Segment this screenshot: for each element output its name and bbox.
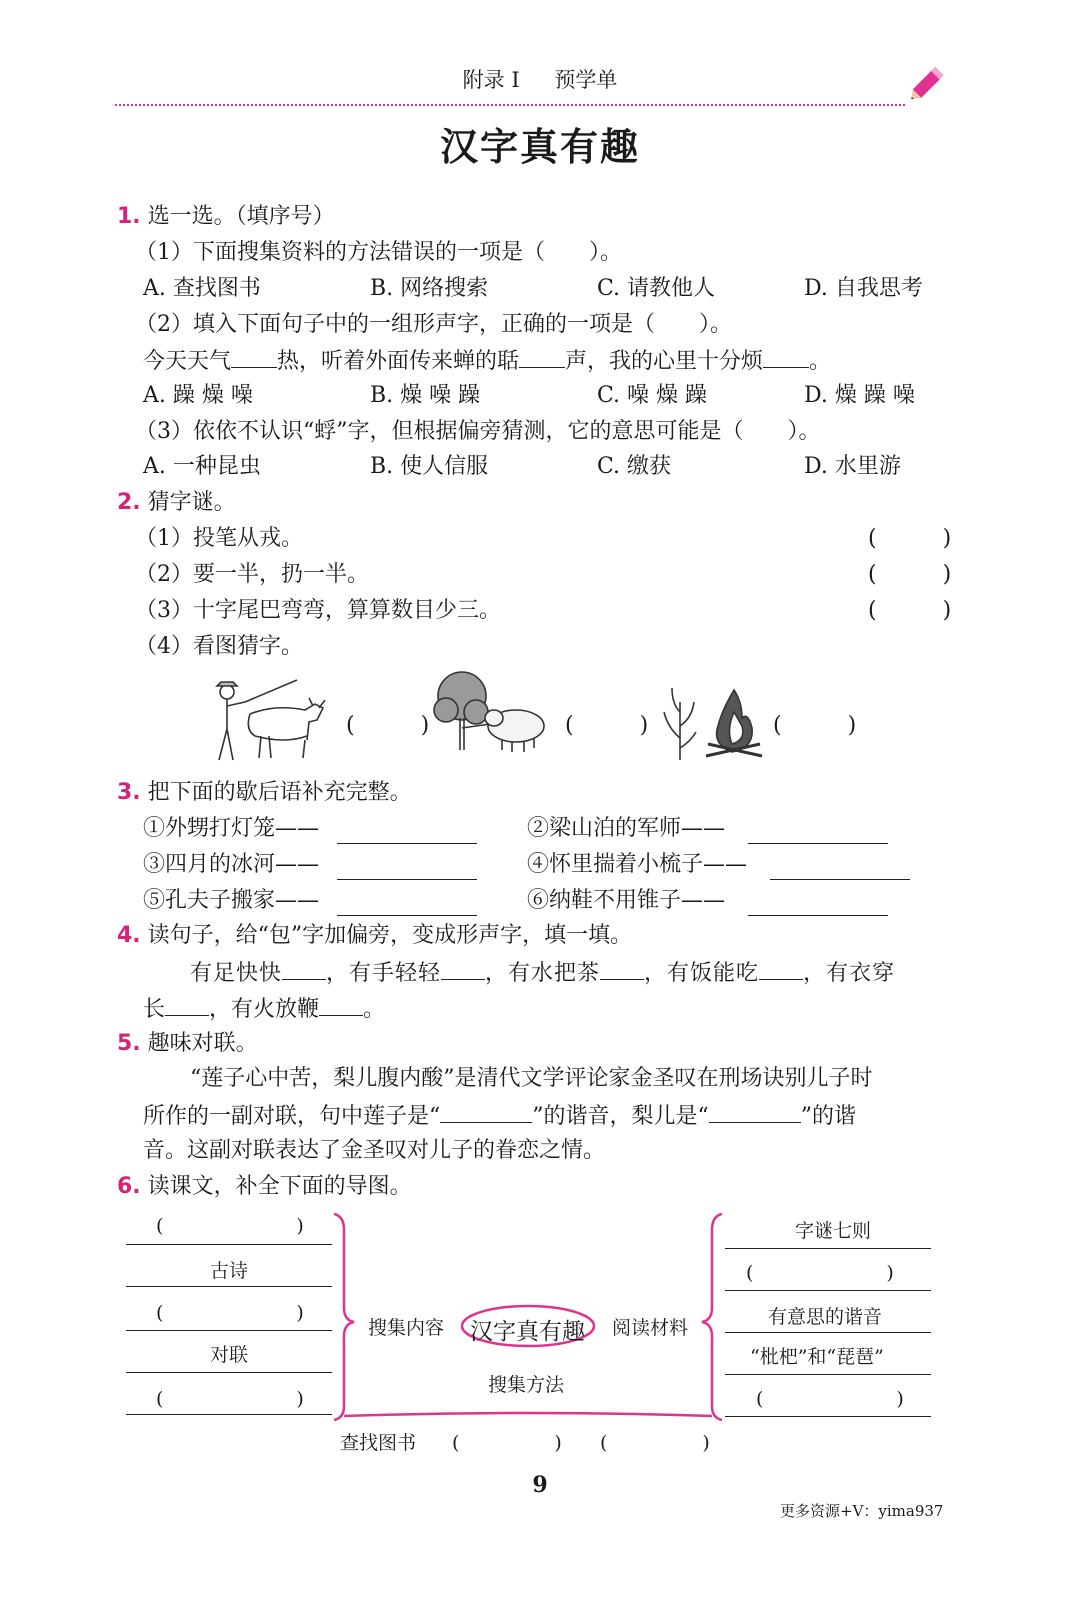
answer-blank[interactable] <box>165 993 209 1016</box>
q1-sub2-option-b: B. 燥 噪 躁 <box>370 383 481 408</box>
q6-stem <box>117 1172 412 1202</box>
mindmap-left-item-2: 古诗 <box>210 1260 249 1282</box>
mindmap-line <box>126 1244 332 1245</box>
q6-number: 6. <box>117 1174 141 1199</box>
q3-item-4: ④怀里揣着小梳子—— <box>527 852 748 877</box>
mindmap-bottom-item-1: 查找图书 <box>340 1432 417 1454</box>
answer-line[interactable] <box>748 915 888 916</box>
answer-blank[interactable] <box>519 345 565 368</box>
appendix-label: 附录 I <box>462 68 520 92</box>
mindmap-line <box>725 1290 931 1291</box>
q1-sub3-text: （3）依依不认识“蜉”字，但根据偏旁猜测，它的意思可能是（ ）。 <box>135 419 821 444</box>
mindmap-line <box>126 1372 332 1373</box>
answer-blank[interactable] <box>600 957 644 980</box>
q1-sub2-text: （2）填入下面句子中的一组形声字，正确的一项是（ ）。 <box>135 312 732 337</box>
q1-sub1-option-c: C. 请教他人 <box>597 276 716 301</box>
answer-line[interactable] <box>337 879 477 880</box>
answer-line[interactable] <box>748 843 888 844</box>
q1-sub3-option-a: A. 一种昆虫 <box>143 454 261 479</box>
q3-item-2: ②梁山泊的军师—— <box>527 816 726 841</box>
mindmap-bottom-label: 搜集方法 <box>488 1374 565 1396</box>
q2-pic-paren-2[interactable]: ( ) <box>565 713 649 738</box>
q3-item-5: ⑤孔夫子搬家—— <box>143 888 320 913</box>
mindmap-line <box>725 1416 931 1417</box>
mindmap-line <box>126 1414 332 1415</box>
page-title: 汉字真有趣 <box>439 125 640 169</box>
q1-stem <box>117 202 335 232</box>
pencil-icon <box>905 58 953 108</box>
mindmap-center: 汉字真有趣 <box>470 1319 585 1345</box>
mindmap-line <box>725 1332 931 1333</box>
mindmap-left-label: 搜集内容 <box>368 1317 445 1339</box>
answer-blank[interactable] <box>441 957 485 980</box>
q2-stem <box>117 488 236 518</box>
resource-credit: 更多资源+V：yima937 <box>780 1502 944 1520</box>
answer-blank[interactable] <box>440 1100 532 1123</box>
answer-blank[interactable] <box>231 345 277 368</box>
q1-sub2-option-c: C. 噪 燥 躁 <box>597 383 708 408</box>
q5-line-3: 音。这副对联表达了金圣叹对儿子的眷恋之情。 <box>143 1138 606 1163</box>
mindmap-right-item-2[interactable]: ( ) <box>746 1262 894 1284</box>
plant-and-fire-icon <box>660 682 772 762</box>
answer-blank[interactable] <box>319 993 363 1016</box>
q5-line-2: 所作的一副对联，句中莲子是“ ”的谐音，梨儿是“ ”的谐 <box>143 1100 856 1132</box>
q2-answer-paren-3[interactable]: ( ) <box>868 598 952 623</box>
q4-stem <box>117 921 632 951</box>
answer-blank[interactable] <box>709 1100 801 1123</box>
q2-answer-paren-2[interactable]: ( ) <box>868 562 952 587</box>
page-number: 9 <box>532 1472 548 1498</box>
section-label: 预学单 <box>554 68 618 92</box>
q1-sub1-option-b: B. 网络搜索 <box>370 276 489 301</box>
answer-blank[interactable] <box>759 957 803 980</box>
q3-number: 3. <box>117 780 141 805</box>
answer-line[interactable] <box>770 879 910 880</box>
q2-item-2: （2）要一半，扔一半。 <box>135 562 369 587</box>
q1-sub2-option-a: A. 躁 燥 噪 <box>143 383 253 408</box>
q2-pic-paren-1[interactable]: ( ) <box>346 713 430 738</box>
q3-item-1: ①外甥打灯笼—— <box>143 816 320 841</box>
q3-item-6: ⑥纳鞋不用锥子—— <box>527 888 726 913</box>
mindmap-right-item-3: 有意思的谐音 <box>768 1306 883 1328</box>
answer-blank[interactable] <box>282 957 326 980</box>
q3-item-3: ③四月的冰河—— <box>143 852 320 877</box>
q2-number: 2. <box>117 490 141 515</box>
mindmap-right-item-4: “枇杷”和“琵琶” <box>750 1346 884 1368</box>
q5-stem <box>117 1029 258 1059</box>
mindmap-bottom-item-2[interactable]: ( ) <box>452 1432 562 1454</box>
mindmap-left-item-5[interactable]: ( ) <box>156 1388 304 1410</box>
q3-stem-text: 把下面的歇后语补充完整。 <box>147 780 412 805</box>
q2-item-4: （4）看图猜字。 <box>135 634 303 659</box>
farmer-with-ox-icon <box>205 674 335 766</box>
q2-answer-paren-1[interactable]: ( ) <box>868 526 952 551</box>
q4-line-2: 长 ，有火放鞭 。 <box>143 993 385 1025</box>
q1-sub3-option-b: B. 使人信服 <box>370 454 489 479</box>
q1-sub3-option-d: D. 水里游 <box>804 454 901 479</box>
mindmap-line <box>725 1374 931 1375</box>
mindmap-bottom-item-3[interactable]: ( ) <box>600 1432 710 1454</box>
mindmap-right-item-5[interactable]: ( ) <box>756 1388 904 1410</box>
q1-sub2-sentence: 今天天气 热，听着外面传来蝉的聒 声，我的心里十分烦 。 <box>143 345 831 377</box>
q4-number: 4. <box>117 923 141 948</box>
mindmap-line <box>725 1248 931 1249</box>
answer-line[interactable] <box>337 843 477 844</box>
q1-sub1-text: （1）下面搜集资料的方法错误的一项是（ ）。 <box>135 240 622 265</box>
q6-stem-text: 读课文，补全下面的导图。 <box>147 1174 412 1199</box>
mindmap-right-label: 阅读材料 <box>612 1317 689 1339</box>
q1-sub1-option-d: D. 自我思考 <box>804 276 923 301</box>
q2-stem-text: 猜字谜。 <box>147 490 236 515</box>
q3-stem <box>117 778 412 808</box>
q5-stem-text: 趣味对联。 <box>147 1031 258 1056</box>
q4-stem-text: 读句子，给“包”字加偏旁，变成形声字，填一填。 <box>147 923 633 948</box>
q1-sub1-option-a: A. 查找图书 <box>143 276 261 301</box>
header-divider <box>115 104 905 106</box>
q1-sub2-option-d: D. 燥 躁 噪 <box>804 383 915 408</box>
q2-pic-paren-3[interactable]: ( ) <box>773 713 857 738</box>
q1-number: 1. <box>117 204 141 229</box>
mindmap-left-item-1[interactable]: ( ) <box>156 1215 304 1237</box>
answer-blank[interactable] <box>763 345 809 368</box>
q2-item-1: （1）投笔从戎。 <box>135 526 303 551</box>
mindmap-left-item-3[interactable]: ( ) <box>156 1302 304 1324</box>
answer-line[interactable] <box>337 915 477 916</box>
q2-item-3: （3）十字尾巴弯弯，算算数目少三。 <box>135 598 501 623</box>
q1-stem-text: 选一选。（填序号） <box>147 204 335 229</box>
q4-line-1: 有足快快 ，有手轻轻 ，有水把茶 ，有饭能吃 ，有衣穿 <box>190 957 895 989</box>
q5-line-1: “莲子心中苦，梨儿腹内酸”是清代文学评论家金圣叹在刑场诀别儿子时 <box>190 1066 873 1091</box>
mindmap-line <box>126 1286 332 1287</box>
q5-number: 5. <box>117 1031 141 1056</box>
mindmap-right-item-1: 字谜七则 <box>795 1220 872 1242</box>
tree-and-sheep-icon <box>432 668 552 760</box>
q1-sub3-option-c: C. 缴获 <box>597 454 672 479</box>
mindmap-left-item-4: 对联 <box>210 1344 249 1366</box>
mindmap-line <box>126 1330 332 1331</box>
